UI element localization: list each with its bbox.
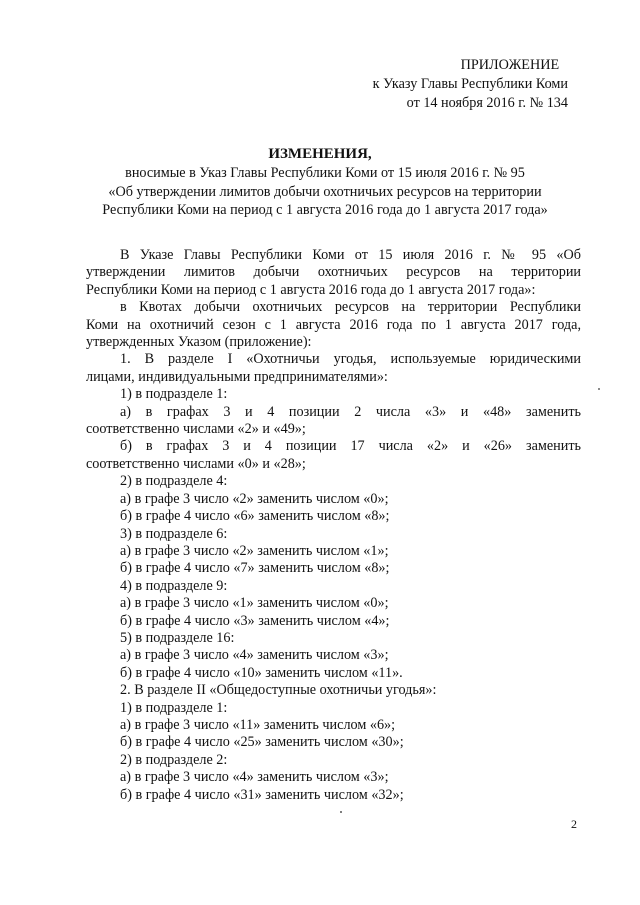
change-item: а) в графе 3 число «1» заменить числом «0»;: [120, 595, 389, 612]
subtitle-line: «Об утверждении лимитов добычи охотничьих ресурсов на территории: [108, 183, 542, 200]
quotas-line: Коми на охотничий сезон с 1 августа 2016 года по 1 августа 2017 года,: [86, 316, 581, 333]
change-item: а) в графе 3 число «11» заменить числом «6»;: [120, 716, 396, 733]
subsection-item: 2) в подразделе 2:: [120, 751, 228, 768]
change-item: б) в графе 4 число «31» заменить числом «32»;: [120, 786, 404, 803]
intro-line: В Указе Главы Республики Коми от 15 июля 2016 г. № 95 «Об: [120, 247, 581, 263]
subsection-item: 2) в подразделе 4:: [120, 473, 228, 490]
subsection-item: 4) в подразделе 9:: [120, 577, 228, 594]
intro-line: Республики Коми на период с 1 августа 2016 года до 1 августа 2017 года»:: [86, 281, 536, 298]
document-body: [86, 247, 581, 804]
change-item: б) в графе 4 число «7» заменить числом «8»;: [120, 560, 390, 577]
change-item: а) в графе 3 число «2» заменить числом «0»;: [120, 490, 389, 507]
subsection-item: 1) в подразделе 1:: [120, 386, 228, 403]
change-item: б) в графах 3 и 4 позиции 17 числа «2» и «26» заменить: [120, 438, 581, 455]
section-2-heading: 2. В разделе II «Общедоступные охотничьи угодья»:: [120, 682, 437, 699]
document-title: ИЗМЕНЕНИЯ,: [268, 146, 372, 162]
subsection-item: 5) в подразделе 16:: [120, 629, 235, 646]
change-item: а) в графе 3 число «4» заменить числом «3»;: [120, 647, 389, 664]
subsection-item: 1) в подразделе 1:: [120, 699, 228, 716]
appendix-label: ПРИЛОЖЕНИЕ: [460, 57, 560, 73]
section-1-heading: лицами, индивидуальными предпринимателями»:: [86, 368, 388, 385]
section-1-heading: 1. В разделе I «Охотничьи угодья, используемые юридическими: [120, 351, 581, 368]
appendix-header: [365, 56, 568, 113]
quotas-line: утвержденных Указом (приложение):: [86, 334, 312, 351]
change-item: б) в графе 4 число «10» заменить числом «11».: [120, 664, 403, 681]
appendix-reference: к Указу Главы Республики Коми: [372, 76, 568, 92]
change-item: соответственно числами «2» и «49»;: [86, 421, 306, 438]
quotas-line: в Квотах добычи охотничьих ресурсов на территории Республики: [120, 299, 581, 316]
scan-speck: [340, 811, 342, 813]
change-item: б) в графе 4 число «25» заменить числом «30»;: [120, 734, 404, 751]
change-item: соответственно числами «0» и «28»;: [86, 455, 306, 472]
change-item: б) в графе 4 число «6» заменить числом «8»;: [120, 508, 390, 525]
change-item: а) в графе 3 число «4» заменить числом «3»;: [120, 769, 389, 786]
change-item: а) в графе 3 число «2» заменить числом «1»;: [120, 542, 389, 559]
document-subtitle: [70, 164, 580, 220]
appendix-date: от 14 ноября 2016 г. № 134: [406, 95, 568, 111]
page-number: 2: [571, 817, 577, 831]
change-item: а) в графах 3 и 4 позиции 2 числа «3» и «48» заменить: [120, 403, 581, 420]
subtitle-line: вносимые в Указ Главы Республики Коми от 15 июля 2016 г. № 95: [125, 165, 525, 181]
subsection-item: 3) в подразделе 6:: [120, 525, 228, 542]
scan-speck: [598, 388, 600, 390]
change-item: б) в графе 4 число «3» заменить числом «4»;: [120, 612, 390, 629]
subtitle-line: Республики Коми на период с 1 августа 2016 года до 1 августа 2017 года»: [102, 202, 548, 218]
intro-line: утверждении лимитов добычи охотничьих ресурсов на территории: [86, 264, 581, 281]
